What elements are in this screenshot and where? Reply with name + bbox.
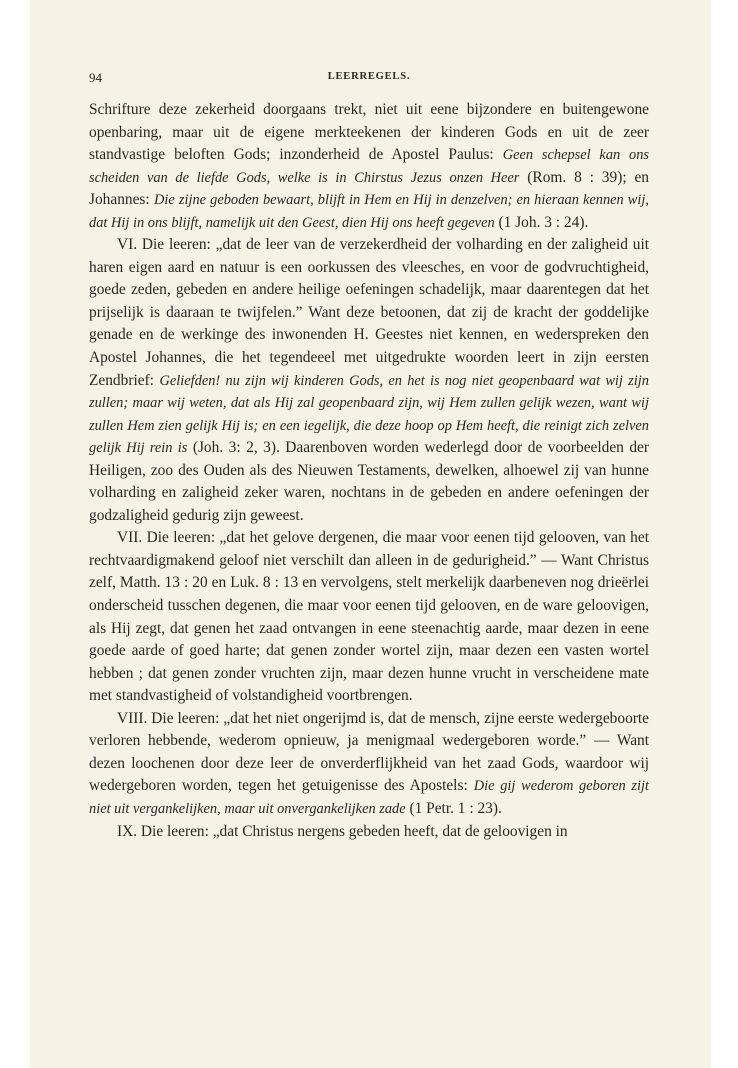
text-run: (1 Joh. 3 : 24).: [494, 213, 589, 231]
running-title: LEERREGELS.: [327, 71, 411, 82]
page-header: [89, 70, 649, 90]
paragraph-vii: [89, 527, 649, 707]
paragraph-ix: [89, 821, 649, 844]
scripture-quote: Geen schepsel kan ons scheiden van de liefde Gods, welke is in Chirstus Jezus onzen Heer: [89, 147, 649, 186]
text-run: (Rom. 8 : 39); en Johannes:: [89, 168, 650, 209]
text-run: Schrifture deze zekerheid doorgaans trekt, niet uit eene bijzondere en buitengewone openbaring, maar uit de eigene merkteekenen der kinderen Gods en uit de zeer standvastige beloften Gods; inzonderheid de Apostel Paulus:: [89, 101, 649, 164]
text-run: IX. Die leeren: „dat Christus nergens gebeden heeft, dat de geloovigen in: [117, 822, 568, 840]
paragraph-viii: [89, 708, 649, 821]
body-text: [89, 99, 649, 843]
text-run: (1 Petr. 1 : 23).: [405, 799, 502, 817]
text-run: VII. Die leeren: „dat het gelove dergenen, die maar voor eenen tijd gelooven, van het rechtvaardigmakend geloof niet verschilt dan alleen in de gedurigheid.” — Want Christus zelf, Matth. 13 : 20 en Luk. 8 : 13 en vervolgens, stelt merkelijk daarbeneven nog drieërlei onderscheid tusschen degenen, die maar voor eenen tijd gelooven, en de ware geloovigen, als Hij zegt, dat genen het zaad ontvangen in eene steenachtig aarde, maar dezen in eene goede aarde of goed harte; dat genen zonder wortel zijn, maar dezen een vasten wortel hebben ; dat genen zonder vruchten zijn, maar dezen hunne vrucht in verscheidene mate met standvastigheid of volstandigheid voortbrengen.: [89, 529, 649, 705]
paragraph-continuation: [89, 99, 649, 234]
text-run: VIII. Die leeren: „dat het niet ongerijmd is, dat de mensch, zijne eerste wedergeboorte verloren hebbende, wederom opnieuw, ja menigmaal wedergeboren worde.” — Want dezen loochenen door deze leer de onverderflijkheid van het zaad Gods, waardoor wij wedergeboren worden, tegen het getuigenisse des Apostels:: [89, 709, 649, 795]
scripture-quote: Die gij wederom geboren zijt niet uit vergankelijken, maar uit onvergankelijken zade: [89, 778, 649, 817]
page-number: 94: [89, 70, 102, 85]
scripture-quote: Geliefden! nu zijn wij kinderen Gods, en het is nog niet geopenbaard wat wij zijn zullen; maar wij weten, dat als Hij zal geopenbaard zijn, wij Hem zullen gelijk wezen, want wij zullen Hem zien gelijk Hij is; en een iegelijk, die deze hoop op Hem heeft, die reinigt zich zelven gelijk Hij rein is: [89, 372, 649, 457]
text-run: (Joh. 3: 2, 3). Daarenboven worden wederlegd door de voorbeelden der Heiligen, zoo des Ouden als des Nieuwen Testaments, dewelken, alhoewel zij van hunne volharding en zaligheid zeker waren, nochtans in de gebeden en andere oefeningen der godzaligheid gedurig zijn geweest.: [89, 439, 649, 524]
text-run: VI. Die leeren: „dat de leer van de verzekerdheid der volharding en der zaligheid uit haren eigen aard en natuur is een oorkussen des vleesches, en voor de godvruchtigheid, goede zeden, gebeden en andere heilige oefeningen schadelijk, maar daarentegen dat het prijselijk is daaraan te twijfelen.” Want deze betoonen, dat zij de kracht der goddelijke genade en de werkinge des inwonenden H. Geestes niet kennen, en wederspreken den Apostel Johannes, die het tegendeeel met uitgedrukte woorden leert in zijn eersten Zendbrief:: [89, 236, 649, 389]
paragraph-vi: [89, 234, 649, 527]
scripture-quote: Die zijne geboden bewaart, blijft in Hem en Hij in denzelven; en hieraan kennen wij, dat Hij in ons blijft, namelijk uit den Geest, dien Hij ons heeft gegeven: [89, 192, 649, 231]
